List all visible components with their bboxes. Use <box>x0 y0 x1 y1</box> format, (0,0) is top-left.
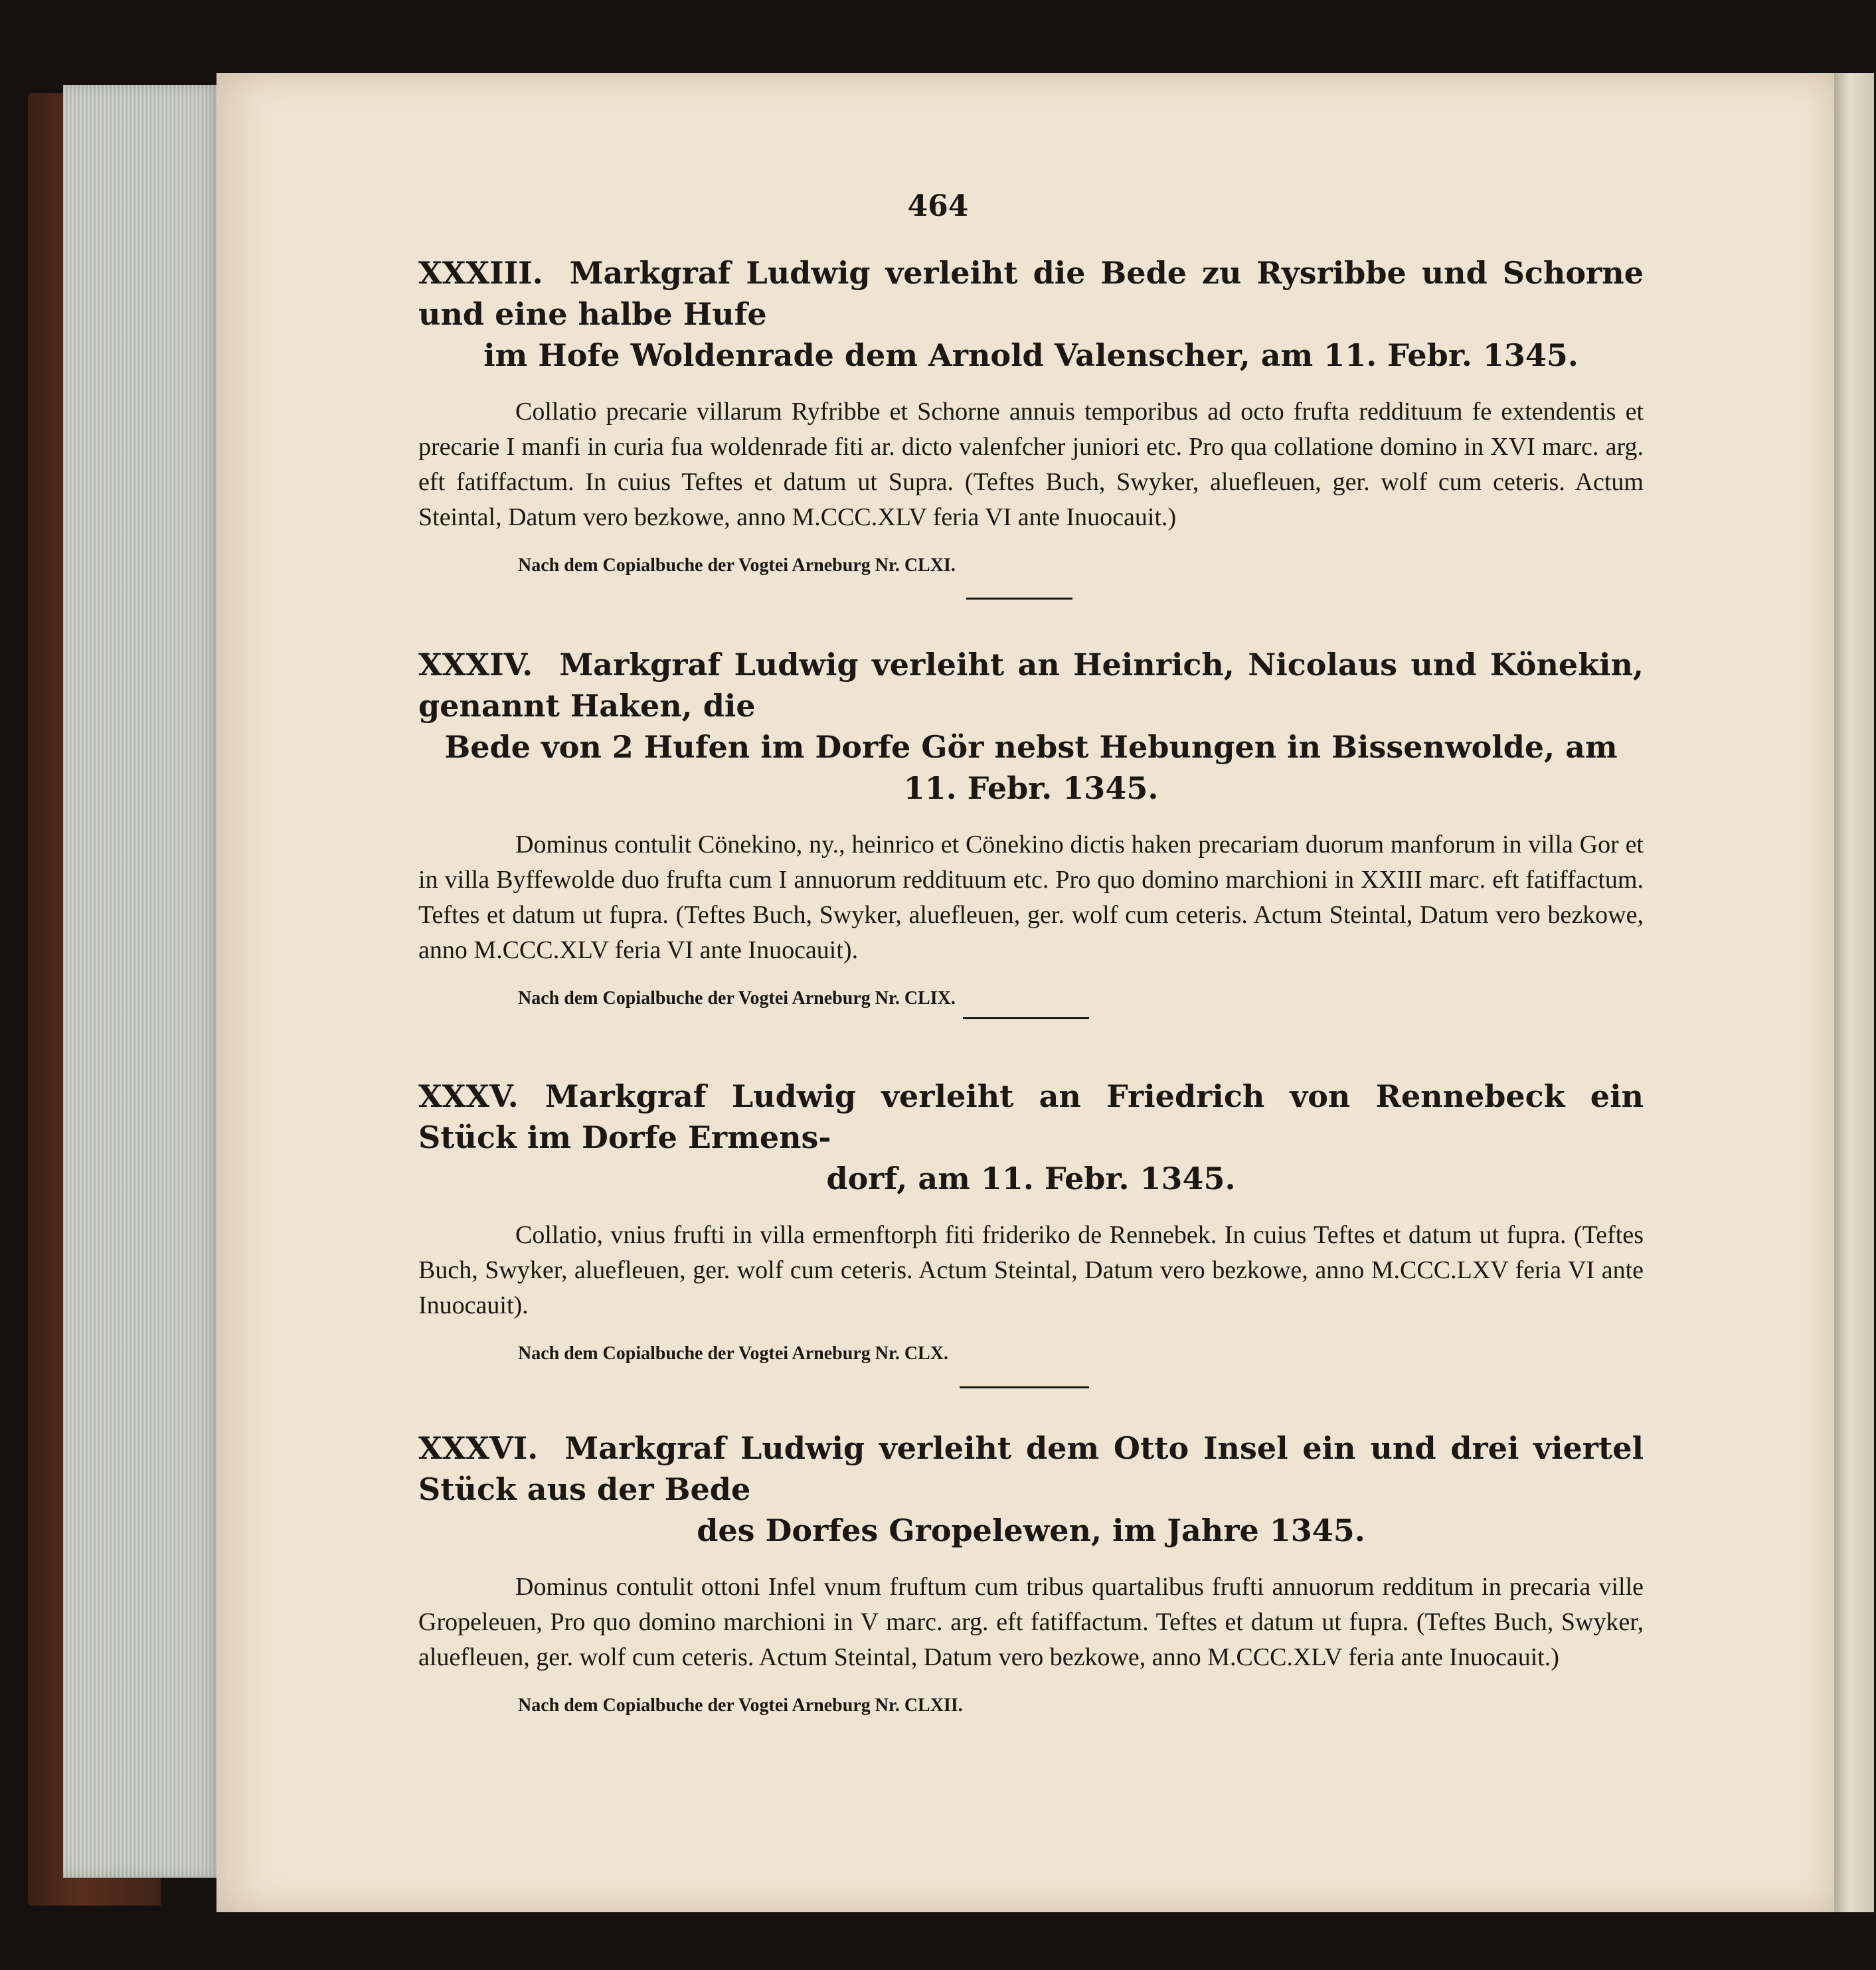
heading-line-2: des Dorfes Gropelewen, im Jahre 1345. <box>697 1513 1365 1548</box>
entry-numeral: XXXIII. <box>418 255 543 291</box>
entry-body: Dominus contulit ottoni Infel vnum fruftum cum tribus quartalibus frufti annuorum redditum in precaria ville Gropeleuen, Pro quo domino marchioni in V marc. arg. eft fatiffactum. Teftes et datum ut fupra. (Teftes Buch, Swyker, aluefleuen, ger. wolf cum ceteris. Actum Steintal, Datum vero bezkowe, anno M.CCC.XLV feria ante Inuocauit.) <box>418 1573 1644 1671</box>
entry-xxxv <box>418 1076 1644 1364</box>
heading-line-2: im Hofe Woldenrade dem Arnold Valenscher, am 11. Febr. 1345. <box>483 337 1578 373</box>
page-stack-edge <box>63 85 219 1878</box>
entry-xxxiv <box>418 644 1644 1009</box>
entry-xxxvi <box>418 1428 1644 1716</box>
entry-xxxiii <box>418 252 1644 576</box>
page-right-edge <box>1834 73 1874 1912</box>
entry-heading <box>418 1076 1644 1199</box>
entry-body: Dominus contulit Cönekino, ny., heinrico et Cönekino dictis haken precariam duorum manforum in villa Gor et in villa Byffewolde duo frufta cum I annuorum reddituum etc. Pro quo domino marchioni in XXIII marc. eft fatiffactum. Teftes et datum ut fupra. (Teftes Buch, Swyker, aluefleuen, ger. wolf cum ceteris. Actum Steintal, Datum vero bezkowe, anno M.CCC.XLV feria VI ante Inuocauit). <box>418 831 1644 964</box>
entry-source: Nach dem Copialbuche der Vogtei Arneburg Nr. CLXI. <box>518 555 956 576</box>
entry-source: Nach dem Copialbuche der Vogtei Arneburg Nr. CLXII. <box>518 1695 963 1716</box>
section-divider <box>966 598 1072 600</box>
entry-numeral: XXXVI. <box>418 1430 539 1466</box>
entry-source: Nach dem Copialbuche der Vogtei Arneburg Nr. CLX. <box>518 1343 948 1364</box>
heading-line-2: dorf, am 11. Febr. 1345. <box>826 1161 1236 1196</box>
heading-line-1: Markgraf Ludwig verleiht an Friedrich von Rennebeck ein Stück im Dorfe Ermens- <box>418 1078 1644 1155</box>
entry-numeral: XXXIV. <box>418 647 533 683</box>
entry-numeral: XXXV. <box>418 1078 519 1114</box>
heading-line-1: Markgraf Ludwig verleiht die Bede zu Rysribbe und Schorne und eine halbe Hufe <box>418 255 1644 332</box>
entry-body: Collatio, vnius frufti in villa ermenftorph fiti frideriko de Rennebek. In cuius Teftes et datum ut fupra. (Teftes Buch, Swyker, aluefleuen, ger. wolf cum ceteris. Actum Steintal, Datum vero bezkowe, anno M.CCC.LXV feria VI ante Inuocauit). <box>418 1221 1644 1319</box>
section-divider <box>963 1017 1089 1019</box>
entry-heading <box>418 252 1644 376</box>
entry-heading <box>418 644 1644 809</box>
entry-heading <box>418 1428 1644 1551</box>
heading-line-2: Bede von 2 Hufen im Dorfe Gör nebst Hebungen in Bissenwolde, am 11. Febr. 1345. <box>444 729 1618 806</box>
section-divider <box>960 1386 1089 1388</box>
entry-source: Nach dem Copialbuche der Vogtei Arneburg Nr. CLIX. <box>518 988 956 1009</box>
heading-line-1: Markgraf Ludwig verleiht dem Otto Insel ein und drei viertel Stück aus der Bede <box>418 1430 1644 1507</box>
entry-body: Collatio precarie villarum Ryfribbe et Schorne annuis temporibus ad octo frufta reddituum fe extendentis et precarie I manfi in curia fua woldenrade fiti ar. dicto valenfcher juniori etc. Pro qua collatione domino in XVI marc. arg. eft fatiffactum. In cuius Teftes et datum ut Supra. (Teftes Buch, Swyker, aluefleuen, ger. wolf cum ceteris. Actum Steintal, Datum vero bezkowe, anno M.CCC.XLV feria VI ante Inuocauit.) <box>418 398 1644 531</box>
heading-line-1: Markgraf Ludwig verleiht an Heinrich, Nicolaus und Könekin, genannt Haken, die <box>418 647 1644 724</box>
page-number: 464 <box>907 189 969 223</box>
